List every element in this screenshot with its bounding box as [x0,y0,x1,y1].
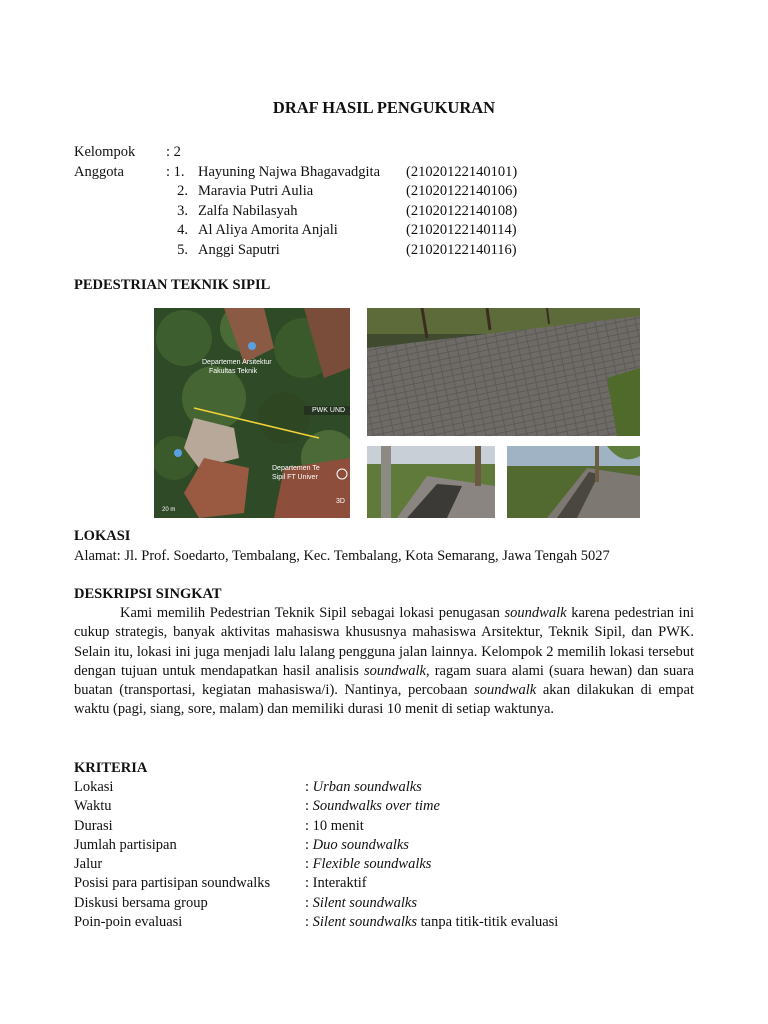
criteria-value: : Silent soundwalks [305,894,417,911]
member-number: 4. [177,222,188,238]
map-label-pwk: PWK UND [312,407,346,414]
map-scale-label: 20 m [162,507,176,513]
criteria-label: Waktu [74,798,112,815]
section-heading-lokasi: LOKASI [74,528,131,544]
member-nim: (21020122140114) [406,222,517,238]
pedestrian-paving-photo [367,308,640,436]
member-number: : 1. [166,163,185,180]
criteria-label: Lokasi [74,779,114,795]
criteria-list [74,778,694,932]
section-heading-deskripsi: DESKRIPSI SINGKAT [74,586,222,602]
group-value: : 2 [166,144,181,160]
member-row [74,202,694,222]
criteria-value: : Urban soundwalks [305,779,422,795]
criteria-label: Posisi para partisipan soundwalks [74,875,271,892]
member-name: Maravia Putri Aulia [198,183,314,199]
member-name: Anggi Saputri [198,241,280,258]
map-3d-label: 3D [336,498,345,505]
photo-collage [154,308,640,520]
desc-term-soundwalk-2: soundwalk [363,662,426,679]
member-row [74,163,694,183]
description-paragraph [74,604,694,720]
section-heading-kriteria: KRITERIA [74,760,148,776]
group-row [74,143,694,163]
member-nim: (21020122140116) [406,241,517,258]
criteria-value-text: Urban soundwalks [312,779,422,795]
criteria-value: : Flexible soundwalks [305,856,432,873]
member-row [74,182,694,202]
desc-part-3: , ragam suara alami (suara hewan) dan suara buatan (transportasi, kegiatan mahasiswa/i). Nantinya, percobaan [74,662,694,699]
criteria-label: Jalur [74,856,103,873]
map-label-sipil: Departemen Te [272,465,320,472]
member-nim: (21020122140106) [406,183,518,199]
criteria-value: : Interaktif [305,875,367,892]
group-info [74,143,694,260]
desc-part-2: karena pedestrian ini cukup strategis, banyak aktivitas mahasiswa khususnya mahasiswa Arsitektur, Teknik Sipil, dan PWK. Selain itu, lokasi ini juga menjadi lalu lalang pengguna jalan lainnya. Kelompok 2 memilih lokasi tersebut dengan tujuan untuk mendapatkan hasil analisis [74,605,694,679]
address-text: Alamat: Jl. Prof. Soedarto, Tembalang, Kec. Tembalang, Kota Semarang, Jawa Tengah 5027 [74,548,610,564]
member-nim: (21020122140108) [406,202,518,219]
criteria-row [74,778,694,797]
criteria-row [74,817,694,836]
criteria-row [74,913,694,932]
desc-term-soundwalk-1: soundwalk [504,605,567,621]
criteria-row [74,894,694,913]
drainage-photo-1 [367,446,495,518]
criteria-value-suffix: tanpa titik-titik evaluasi [416,914,559,931]
member-row [74,221,694,241]
member-row [74,241,694,261]
criteria-row [74,874,694,893]
criteria-label: Durasi [74,817,113,834]
criteria-value: : 10 menit [305,817,364,834]
map-label-arsitektur: Departemen Arsitektur [202,359,272,366]
desc-term-soundwalk-3: soundwalk [474,682,537,699]
document-title: DRAF HASIL PENGUKURAN [272,98,496,117]
criteria-value-text: Interaktif [312,875,367,892]
member-number: 5. [177,241,188,258]
criteria-value-text: Silent soundwalks [312,914,417,931]
criteria-value-text: Soundwalks over time [312,798,440,815]
satellite-map-image [154,308,350,518]
map-label-arsitektur-2: Fakultas Teknik [209,368,258,375]
criteria-value-text: Silent soundwalks [312,894,417,911]
criteria-value-text: 10 menit [312,817,364,834]
map-label-sipil-2: Sipil FT Univer [272,474,318,481]
member-nim: (21020122140101) [406,163,518,180]
member-number: 3. [177,202,188,219]
member-list [74,163,694,261]
criteria-value: : Duo soundwalks [305,836,409,853]
criteria-value-text: Flexible soundwalks [312,856,432,873]
member-name: Hayuning Najwa Bhagavadgita [198,163,381,180]
criteria-value: : Soundwalks over time [305,798,440,815]
criteria-row [74,797,694,816]
criteria-value-text: Duo soundwalks [312,836,409,853]
desc-part-4: akan dilakukan di empat waktu (pagi, siang, sore, malam) dan memiliki durasi 10 menit di setiap waktunya. [74,682,694,718]
desc-part-1: Kami memilih Pedestrian Teknik Sipil sebagai lokasi penugasan [120,605,505,621]
group-label: Kelompok [74,144,136,160]
criteria-label: Poin-poin evaluasi [74,914,183,931]
criteria-value: : Silent soundwalks tanpa titik-titik evaluasi [305,914,559,931]
member-number: 2. [177,183,188,199]
drainage-photo-2 [507,446,640,518]
member-name: Al Aliya Amorita Anjali [198,222,338,238]
criteria-label: Diskusi bersama group [74,894,208,911]
criteria-row [74,855,694,874]
members-label: Anggota [74,163,124,180]
criteria-row [74,836,694,855]
section-heading-pedestrian: PEDESTRIAN TEKNIK SIPIL [74,277,271,293]
member-name: Zalfa Nabilasyah [198,202,298,219]
criteria-label: Jumlah partisipan [74,836,177,853]
